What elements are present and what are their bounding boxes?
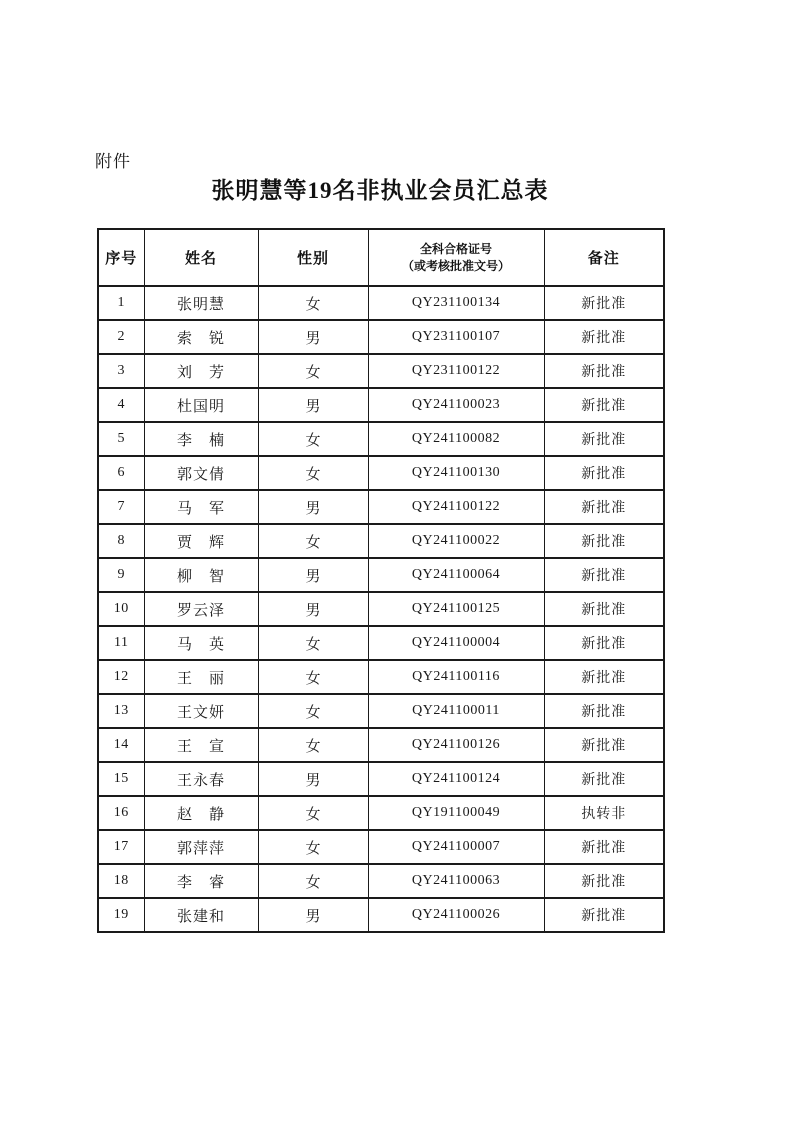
cell-gender: 男 — [258, 558, 368, 592]
table-row — [98, 354, 664, 388]
table-row — [98, 592, 664, 626]
cell-cert: QY241100124 — [368, 762, 544, 796]
table-row — [98, 490, 664, 524]
cell-cert: QY241100122 — [368, 490, 544, 524]
cell-cert: QY191100049 — [368, 796, 544, 830]
cell-remark: 新批准 — [544, 660, 664, 694]
cell-name: 张建和 — [144, 898, 258, 932]
cell-gender: 女 — [258, 422, 368, 456]
cell-name: 李 睿 — [144, 864, 258, 898]
cell-remark: 新批准 — [544, 524, 664, 558]
cell-index: 12 — [98, 660, 144, 694]
cell-name: 杜国明 — [144, 388, 258, 422]
cell-name: 郭文倩 — [144, 456, 258, 490]
cell-index: 5 — [98, 422, 144, 456]
cell-remark: 新批准 — [544, 898, 664, 932]
cell-index: 4 — [98, 388, 144, 422]
page-title: 张明慧等19名非执业会员汇总表 — [211, 178, 549, 203]
cell-remark: 新批准 — [544, 354, 664, 388]
cell-name: 王 丽 — [144, 660, 258, 694]
cell-cert: QY241100007 — [368, 830, 544, 864]
cell-index: 1 — [98, 286, 144, 320]
cell-cert: QY241100063 — [368, 864, 544, 898]
cell-cert: QY241100126 — [368, 728, 544, 762]
table-row — [98, 830, 664, 864]
cell-index: 9 — [98, 558, 144, 592]
cell-name: 罗云泽 — [144, 592, 258, 626]
table-row — [98, 320, 664, 354]
cell-index: 15 — [98, 762, 144, 796]
header-gender: 性别 — [258, 229, 368, 286]
cell-cert: QY241100125 — [368, 592, 544, 626]
cell-index: 10 — [98, 592, 144, 626]
cell-name: 贾 辉 — [144, 524, 258, 558]
cell-cert: QY241100004 — [368, 626, 544, 660]
cell-cert: QY231100107 — [368, 320, 544, 354]
cell-gender: 男 — [258, 490, 368, 524]
cell-cert: QY241100026 — [368, 898, 544, 932]
cell-remark: 新批准 — [544, 490, 664, 524]
cell-name: 马 英 — [144, 626, 258, 660]
cell-index: 18 — [98, 864, 144, 898]
table-row — [98, 694, 664, 728]
cell-name: 郭萍萍 — [144, 830, 258, 864]
header-cert-line2: （或考核批准文号） — [401, 258, 510, 273]
cell-index: 7 — [98, 490, 144, 524]
cell-name: 张明慧 — [144, 286, 258, 320]
cell-cert: QY231100122 — [368, 354, 544, 388]
cell-remark: 新批准 — [544, 320, 664, 354]
cell-name: 李 楠 — [144, 422, 258, 456]
table-row — [98, 762, 664, 796]
cell-gender: 女 — [258, 660, 368, 694]
cell-index: 13 — [98, 694, 144, 728]
cell-gender: 女 — [258, 830, 368, 864]
cell-remark: 执转非 — [544, 796, 664, 830]
table-row — [98, 898, 664, 932]
cell-cert: QY241100082 — [368, 422, 544, 456]
cell-index: 3 — [98, 354, 144, 388]
cell-gender: 女 — [258, 524, 368, 558]
cell-remark: 新批准 — [544, 694, 664, 728]
cell-gender: 男 — [258, 388, 368, 422]
table-row — [98, 524, 664, 558]
cell-remark: 新批准 — [544, 626, 664, 660]
cell-gender: 女 — [258, 626, 368, 660]
header-index: 序号 — [98, 229, 144, 286]
cell-remark: 新批准 — [544, 762, 664, 796]
cell-name: 柳 智 — [144, 558, 258, 592]
cell-name: 王 宣 — [144, 728, 258, 762]
cell-name: 王文妍 — [144, 694, 258, 728]
cell-remark: 新批准 — [544, 728, 664, 762]
cell-remark: 新批准 — [544, 592, 664, 626]
cell-cert: QY241100116 — [368, 660, 544, 694]
cell-remark: 新批准 — [544, 388, 664, 422]
cell-gender: 女 — [258, 286, 368, 320]
table-row — [98, 286, 664, 320]
cell-name: 刘 芳 — [144, 354, 258, 388]
cell-gender: 女 — [258, 728, 368, 762]
cell-remark: 新批准 — [544, 456, 664, 490]
cell-name: 马 军 — [144, 490, 258, 524]
cell-gender: 女 — [258, 864, 368, 898]
table-body — [98, 286, 664, 932]
cell-gender: 男 — [258, 762, 368, 796]
cell-name: 索 锐 — [144, 320, 258, 354]
cell-gender: 男 — [258, 592, 368, 626]
cell-index: 11 — [98, 626, 144, 660]
cell-name: 王永春 — [144, 762, 258, 796]
table-row — [98, 456, 664, 490]
cell-gender: 女 — [258, 354, 368, 388]
attachment-label: 附件 — [95, 152, 131, 171]
cell-cert: QY241100011 — [368, 694, 544, 728]
cell-cert: QY241100022 — [368, 524, 544, 558]
cell-gender: 男 — [258, 898, 368, 932]
cell-gender: 女 — [258, 694, 368, 728]
table-row — [98, 388, 664, 422]
table-row — [98, 660, 664, 694]
cell-remark: 新批准 — [544, 830, 664, 864]
header-cert — [368, 229, 544, 286]
cell-remark: 新批准 — [544, 558, 664, 592]
cell-index: 16 — [98, 796, 144, 830]
cell-index: 14 — [98, 728, 144, 762]
cell-index: 6 — [98, 456, 144, 490]
header-remark: 备注 — [544, 229, 664, 286]
header-name: 姓名 — [144, 229, 258, 286]
member-table — [97, 228, 665, 933]
cell-cert: QY241100130 — [368, 456, 544, 490]
header-row — [98, 229, 664, 286]
cell-index: 2 — [98, 320, 144, 354]
cell-cert: QY241100064 — [368, 558, 544, 592]
table-row — [98, 422, 664, 456]
table-row — [98, 864, 664, 898]
cell-index: 8 — [98, 524, 144, 558]
header-cert-line1: 全科合格证号 — [419, 242, 492, 257]
table-row — [98, 796, 664, 830]
cell-cert: QY241100023 — [368, 388, 544, 422]
cell-gender: 女 — [258, 796, 368, 830]
cell-gender: 男 — [258, 320, 368, 354]
cell-remark: 新批准 — [544, 422, 664, 456]
cell-remark: 新批准 — [544, 286, 664, 320]
table-row — [98, 728, 664, 762]
cell-cert: QY231100134 — [368, 286, 544, 320]
cell-gender: 女 — [258, 456, 368, 490]
cell-remark: 新批准 — [544, 864, 664, 898]
cell-name: 赵 静 — [144, 796, 258, 830]
cell-index: 19 — [98, 898, 144, 932]
cell-index: 17 — [98, 830, 144, 864]
table-row — [98, 626, 664, 660]
table-row — [98, 558, 664, 592]
